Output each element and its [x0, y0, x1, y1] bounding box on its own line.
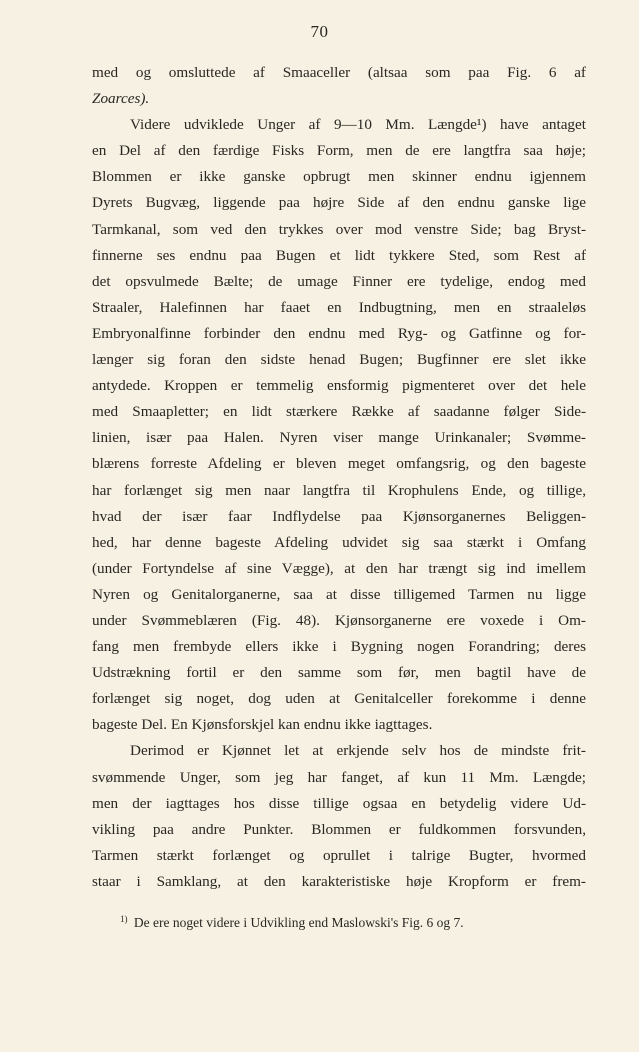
- text-line: længer sig foran den sidste henad Bugen; Bugfinner ere slet ikke: [92, 351, 586, 369]
- text-line: en Del af den færdige Fisks Form, men de ere langtfra saa høje;: [92, 142, 586, 160]
- text-line: det opsvulmede Bælte; de umage Finner ere tydelige, endog med: [92, 272, 586, 290]
- text-line: forlænget sig noget, dog uden at Genitalceller forekomme i denne: [92, 690, 586, 708]
- text-line: finnerne ses endnu paa Bugen et lidt tykkere Sted, som Rest af: [92, 246, 586, 264]
- footnote-text: De ere noget videre i Udvikling end Maslowski's Fig. 6 og 7.: [133, 915, 464, 930]
- text-line: blærens forreste Afdeling er bleven meget omfangsrig, og den bageste: [92, 455, 586, 473]
- text-line: har forlænget sig men naar langtfra til Krophulens Ende, og tillige,: [92, 481, 586, 499]
- text-line: bageste Del. En Kjønsforskjel kan endnu ikke iagttages.: [92, 716, 433, 734]
- footnote-marker: 1): [120, 914, 128, 924]
- text-line: (under Fortyndelse af sine Vægge), at den har trængt sig ind imellem: [92, 559, 586, 577]
- text-line: Blommen er ikke ganske opbrugt men skinner endnu igjennem: [92, 168, 586, 186]
- text-line: vikling paa andre Punkter. Blommen er fuldkommen forsvunden,: [92, 820, 586, 838]
- text-line: med og omsluttede af Smaaceller (altsaa som paa Fig. 6 af: [92, 64, 586, 81]
- text-line: hvad der især faar Indflydelse paa Kjønsorganernes Beliggen-: [92, 507, 586, 525]
- text-line: antydede. Kroppen er temmelig ensformig pigmenteret over det hele: [92, 377, 586, 395]
- text-line: staar i Samklang, at den karakteristiske høje Kropform er frem-: [92, 872, 586, 890]
- text-line: svømmende Unger, som jeg har fanget, af kun 11 Mm. Længde;: [92, 768, 586, 786]
- text-line: men der iagttages hos disse tillige ogsaa en betydelig videre Ud-: [92, 794, 586, 812]
- text-line: Derimod er Kjønnet let at erkjende selv hos de mindste frit-: [130, 742, 586, 760]
- footnote: [120, 910, 580, 932]
- text-line: Straaler, Halefinnen har faaet en Indbugtning, men en straaleløs: [92, 298, 586, 316]
- text-line: med Smaapletter; en lidt stærkere Række af saadanne følger Side-: [92, 403, 586, 421]
- body-text: [92, 60, 586, 895]
- text-line: Udstrækning fortil er den samme som før, men bagtil have de: [92, 664, 586, 682]
- text-line: Videre udviklede Unger af 9—10 Mm. Længde¹) have antaget: [130, 116, 586, 134]
- text-line: under Svømmeblæren (Fig. 48). Kjønsorganerne ere voxede i Om-: [92, 611, 586, 629]
- text-line: Embryonalfinne forbinder den endnu med Ryg- og Gatfinne og for-: [92, 324, 586, 342]
- text-line: fang men frembyde ellers ikke i Bygning nogen Forandring; deres: [92, 638, 586, 656]
- page-number: 70: [310, 22, 329, 41]
- text-line: Zoarces).: [92, 90, 150, 108]
- text-line: Dyrets Bugvæg, liggende paa højre Side af den endnu ganske lige: [92, 194, 586, 212]
- text-line: Tarmen stærkt forlænget og oprullet i talrige Bugter, hvormed: [92, 846, 586, 864]
- text-line: Nyren og Genitalorganerne, saa at disse tilligemed Tarmen nu ligge: [92, 585, 586, 603]
- text-line: Tarmkanal, som ved den trykkes over mod venstre Side; bag Bryst-: [92, 220, 586, 238]
- text-line: linien, især paa Halen. Nyren viser mange Urinkanaler; Svømme-: [92, 429, 586, 447]
- text-line: hed, har denne bageste Afdeling udvidet sig saa stærkt i Omfang: [92, 533, 586, 551]
